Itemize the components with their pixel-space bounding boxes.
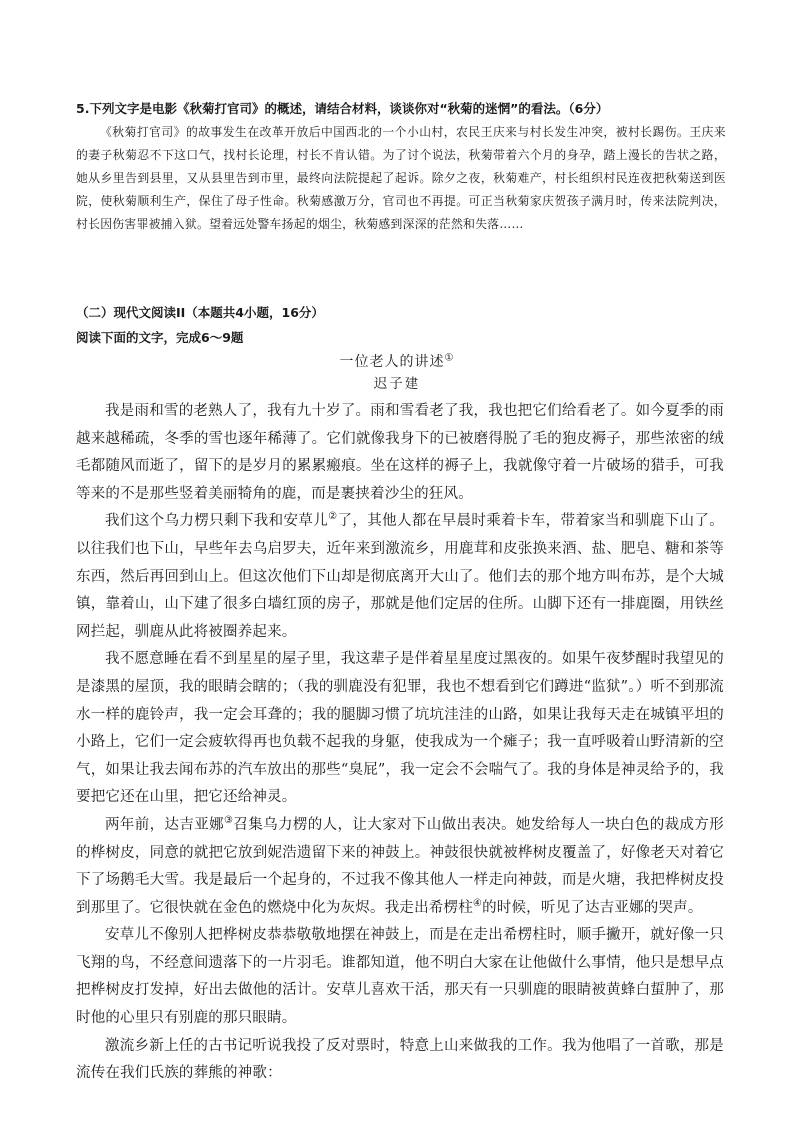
article-paragraph-1: 我是雨和雪的老熟人了，我有九十岁了。雨和雪看老了我，我也把它们给看老了。如今夏季的雨越来越稀疏，冬季的雪也逐年稀薄了。它们就像我身下的已被磨得脱了毛的狍皮褥子，那些浓密的绒毛都随风而逝了，留下的是岁月的累累瘢痕。坐在这样的褥子上，我就像守着一片破场的猎手，可我等来的不是那些竖着美丽犄角的鹿，而是裹挟着沙尘的狂风。 [76, 403, 724, 502]
paragraph-4-part-b: 召集乌力楞的人，让大家对下山做出表决。她发给每人一块白色的裁成方形的桦树皮，同意的就把它放到妮浩遗留下来的神鼓上。神鼓很快就被桦树皮覆盖了，好像老天对着它下了场鹅毛大雪。我是最后一个起身的，不过我不像其他人一样走向神鼓，而是火塘，我把桦树皮投到那里了。它很快就在金色的燃烧中化为灰烬。我走出希楞柱 [76, 816, 724, 916]
article-body [76, 398, 724, 1088]
paragraph-2-part-a: 我们这个乌力楞只剩下我和安草儿 [105, 513, 329, 530]
article-paragraph-2 [76, 508, 724, 646]
article-paragraph-4 [76, 812, 724, 922]
article-title-line [0, 352, 794, 372]
article-title: 一位老人的讲述 [339, 354, 445, 370]
footnote-marker-3: ③ [224, 815, 234, 827]
paragraph-4-part-c: 的时候，听见了达吉亚娜的哭声。 [482, 899, 703, 916]
footnote-marker-4: ④ [472, 897, 483, 909]
section-instruction: 阅读下面的文字，完成6～9题 [76, 330, 244, 345]
paragraph-2-part-b: 了，其他人都在早晨时乘着卡车，带着家当和驯鹿下山了。以往我们也下山，早些年去乌启罗夫，近年来到激流乡，用鹿茸和皮张换来酒、盐、肥皂、糖和茶等东西，然后再回到山上。但这次他们下山却是彻底离开大山了。他们去的那个地方叫布苏，是个大城镇，靠着山，山下建了很多白墙红顶的房子，那就是他们定居的住所。山脚下还有一排鹿圈，用铁丝网拦起，驯鹿从此将被圈养起来。 [76, 513, 724, 640]
section-heading: （二）现代文阅读II（本题共4小题，16分） [76, 305, 324, 320]
footnote-marker-2: ② [328, 511, 338, 523]
article-author: 迟子建 [373, 376, 421, 392]
paragraph-4-part-a: 两年前，达吉亚娜 [105, 816, 224, 833]
footnote-marker-1: ① [444, 352, 455, 364]
article-paragraph-3: 我不愿意睡在看不到星星的屋子里，我这辈子是伴着星星度过黑夜的。如果午夜梦醒时我望见的是漆黑的屋顶，我的眼睛会瞎的；（我的驯鹿没有犯罪，我也不想看到它们蹲进“监狱”。）听不到那流水一样的鹿铃声，我一定会耳聋的；我的腿脚习惯了坑坑洼洼的山路，如果让我每天走在城镇平坦的小路上，它们一定会疲软得再也负载不起我的身躯，使我成为一个瘫子；我一直呼吸着山野清新的空气，如果让我去闻布苏的汽车放出的那些“臭屁”，我一定会不会喘气了。我的身体是神灵给予的，我要把它还在山里，把它还给神灵。 [76, 651, 724, 806]
question-5-title: 5.下列文字是电影《秋菊打官司》的概述，请结合材料，谈谈你对“秋菊的迷惘”的看法。（6分） [76, 101, 609, 116]
question-5-material: 《秋菊打官司》的故事发生在改革开放后中国西北的一个小山村，农民王庆来与村长发生冲突，被村长踢伤。王庆来的妻子秋菊忍不下这口气，找村长论理，村长不肯认错。为了讨个说法，秋菊带着六个月的身孕，踏上漫长的告状之路，她从乡里告到县里，又从县里告到市里，最终向法院提起了起诉。除夕之夜，秋菊难产，村长组织村民连夜把秋菊送到医院，使秋菊顺利生产，保住了母子性命。秋菊感激万分，官司也不再提。可正当秋菊家庆贺孩子满月时，传来法院判决，村长因伤害罪被捕入狱。望着远处警车扬起的烟尘，秋菊感到深深的茫然和失落…… [76, 125, 726, 231]
article-paragraph-6: 激流乡新上任的古书记听说我投了反对票时，特意上山来做我的工作。我为他唱了一首歌，那是流传在我们氏族的葬熊的神歌： [76, 1037, 724, 1082]
article-paragraph-5: 安草儿不像别人把桦树皮恭恭敬敬地摆在神鼓上，而是在走出希楞柱时，顺手撇开，就好像一只飞翔的鸟，不经意间遗落下的一片羽毛。谁都知道，他不明白大家在让他做什么事情，他只是想早点把桦树皮打发掉，好出去做他的活计。安草儿喜欢干活，那天有一只驯鹿的眼睛被黄蜂白蜇肿了，那时他的心里只有别鹿的那只眼睛。 [76, 927, 724, 1027]
